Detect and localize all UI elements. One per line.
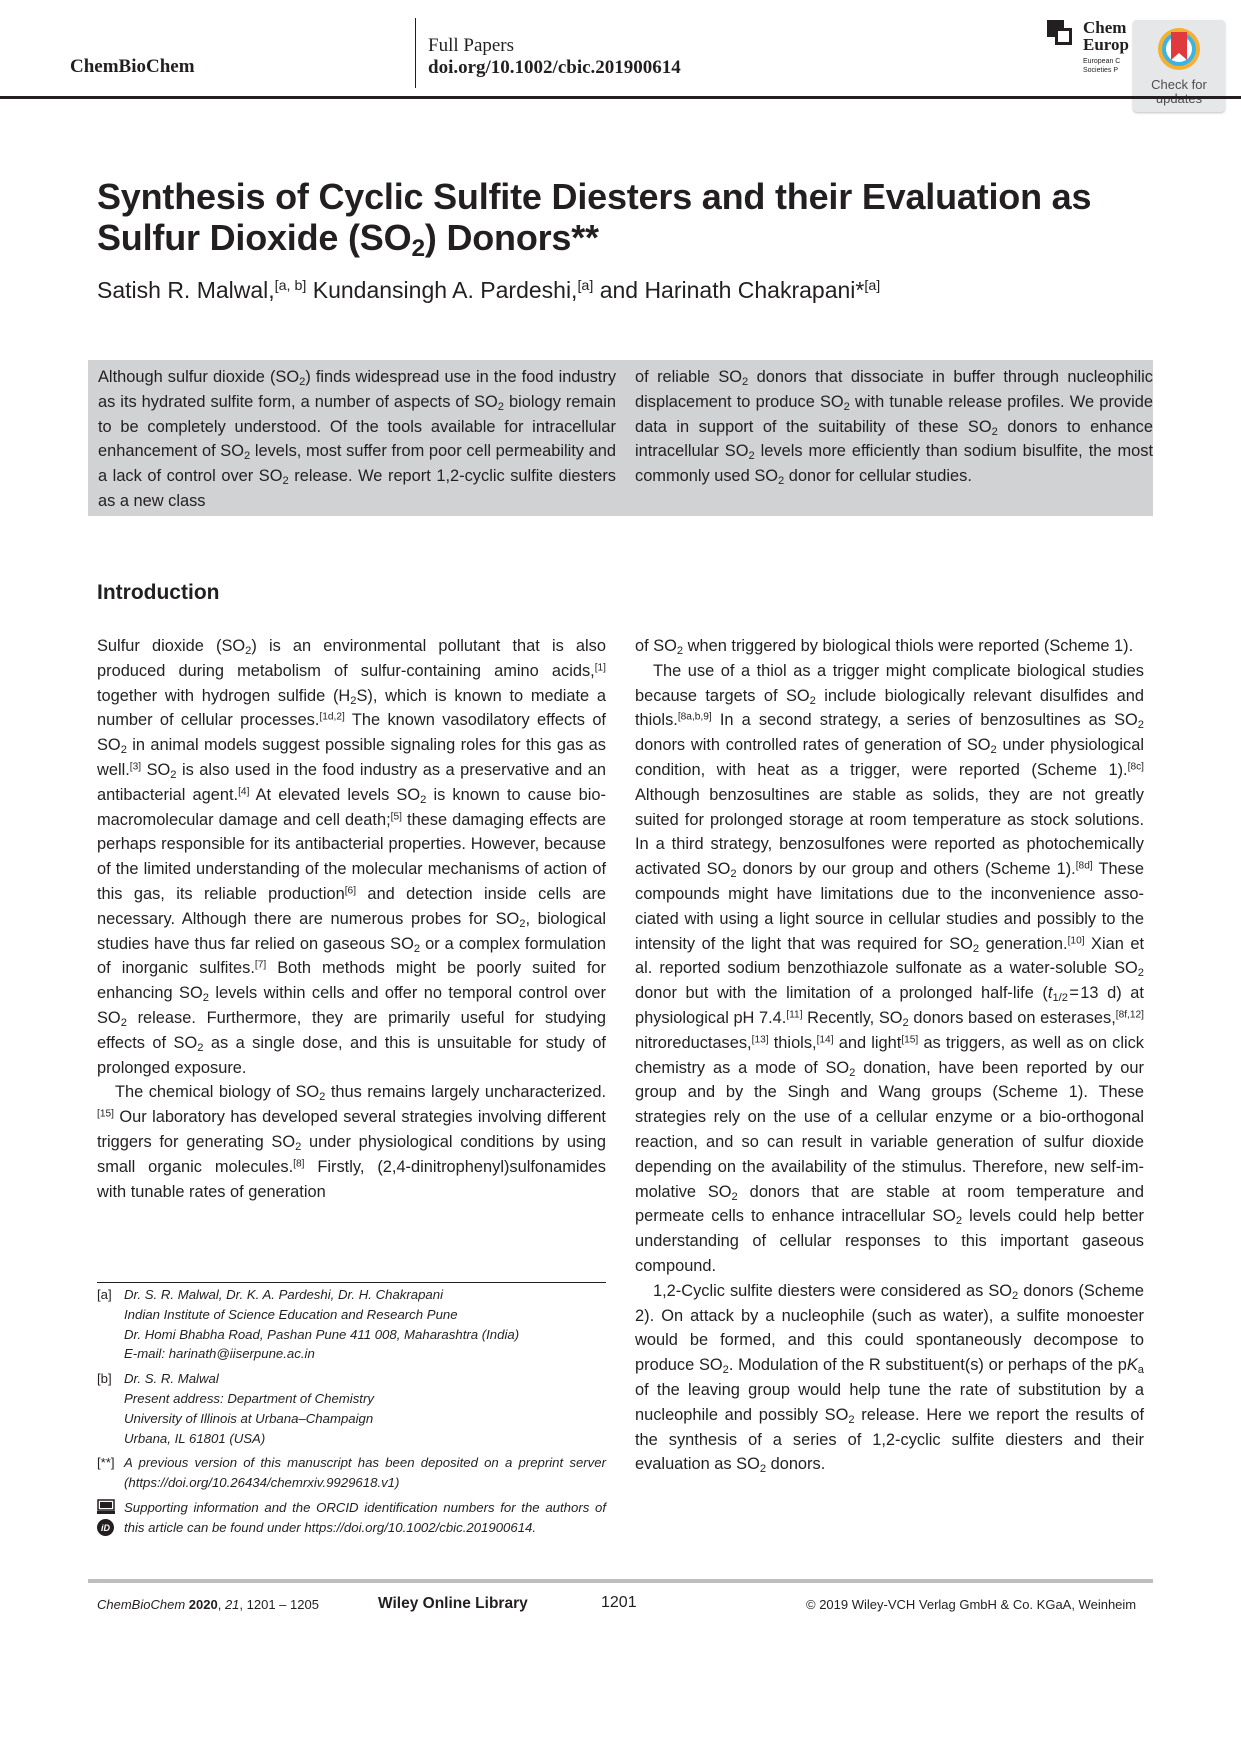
footnote-affiliation-a: [a] Dr. S. R. Malwal, Dr. K. A. Pardeshi, Dr. H. Chakrapani Indian Institute of Science Education and Research Pune Dr. Homi Bhabha Road, Pashan Pune 411 008, Maharashtra (India) E-mail: harinath@iiserpune.ac.in xyxy=(97,1285,606,1364)
header-divider xyxy=(415,18,416,88)
doi-link[interactable]: doi.org/10.1002/cbic.201900614 xyxy=(428,57,681,78)
paragraph: The chemical biology of $SO_2$ thus remains largely uncharacterized.[15] Our laboratory has developed several strategies involving different triggers for generating $SO_2$ under physiological conditions by using small organic molecules.[8] Firstly, (2,4-dinitrophenyl)sulfonamides with tunable rates of generation xyxy=(97,1083,606,1201)
body-column-left xyxy=(97,634,606,1204)
abstract-column-1: Although sulfur dioxide $(SO_2)$ finds widespread use in the food industry as its hydrated sulfite form, a number of aspects of $SO_2$ biology remain to be completely understood. Of the tools available for intracellular enhancement of $SO_2$ levels, most suffer from poor cell permeability and a lack of control over $SO_2$ release. We report 1,2-cyclic sulfite diesters as a new class xyxy=(98,368,617,510)
footnote-rule xyxy=(97,1282,606,1283)
svg-text:iD: iD xyxy=(101,1522,110,1533)
orcid-icon[interactable] xyxy=(97,1519,114,1536)
paragraph: 1,2-Cyclic sulfite diesters were considered as $SO_2$ donors (Scheme 2). On attack by a nucleophile (such as water), a sulfite monoester would be formed, and this could spontaneously decompose to produce $SO_2$. Modulation of the R substituent(s) or perhaps of the $pK_a$ of the leaving group would help tune the rate of substitution by a nucleophile and possibly $SO_2$ release. Here we report the results of the synthesis of a series of 1,2-cyclic sulfite diesters and their evaluation as $SO_2$ donors. xyxy=(635,1281,1145,1476)
footer-citation: ChemBioChem 2020, 21, 1201 – 1205 xyxy=(97,1597,319,1612)
author-2[interactable]: Kundansingh A. Pardeshi,[a] xyxy=(312,277,594,303)
logo-mark-outline-icon xyxy=(1055,28,1072,45)
header-rule xyxy=(0,96,1241,99)
footnote-preprint: [**] A previous version of this manuscript has been deposited on a preprint server (https://doi.org/10.26434/chemrxiv.9929618.v1) xyxy=(97,1455,606,1491)
paragraph: of $SO_2$ when triggered by biological thiols were reported (Scheme 1). xyxy=(635,637,1134,657)
abstract-box xyxy=(88,360,1153,516)
footnote-supporting-info: iD Supporting information and the ORCID identification numbers for the authors of this article can be found under https://doi.org/10.1002/cbic.201900614. xyxy=(97,1498,606,1538)
abstract-column-2: of reliable $SO_2$ donors that dissociate in buffer through nucleophilic displacement to produce $SO_2$ with tunable release profiles. We provide data in support of the suitability of these $SO_2$ donors to enhance intracellular $SO_2$ levels more efficiently than sodium bisulfite, the most commonly used $SO_2$ donor for cellular studies. xyxy=(635,368,1153,487)
computer-icon xyxy=(97,1499,115,1515)
section-heading-introduction: Introduction xyxy=(97,581,220,604)
page-number: 1201 xyxy=(601,1594,637,1611)
footnotes xyxy=(97,1285,606,1543)
author-email[interactable]: E-mail: harinath@iiserpune.ac.in xyxy=(124,1346,315,1362)
copyright-notice: © 2019 Wiley-VCH Verlag GmbH & Co. KGaA, Weinheim xyxy=(806,1597,1137,1612)
logo-text-line3: European C xyxy=(1083,58,1121,65)
paragraph: The use of a thiol as a trigger might complicate biological studies because targets of $SO_2$ include biologically relevant disulfides and thiols.[8a,b,9] In a second strategy, a series of benzosultines as $SO_2$ donors with controlled rates of generation of $SO_2$ under physiological condition, with heat as a trigger, were reported (Scheme 1).[8c] Although benzosultines are stable as solids, they are not greatly suited for prolonged storage at room temperature as stock solutions. In a third strategy, benzosulfones were reported as photochemically activated $SO_2$ donors by our group and others (Scheme 1).[8d] These compounds might have limitations due to the inconvenience associated with using a light source in cellular studies and possibly to the intensity of the light that was required for $SO_2$ generation.[10] Xian et al. reported sodium benzothiazole sulfonate as a water-soluble $SO_2$ donor but with the limitation of a prolonged half-life ($t_{1/2}$ = 13 d) at physiological pH 7.4.[11] Recently, $SO_2$ donors based on esterases,[8f,12] nitroreductases,[13] thiols,[14] and light[15] as triggers, as well as on click chemistry as a mode of $SO_2$ donation, have been reported by our group and by the Singh and Wang groups (Scheme 1). These strategies rely on the use of a cellular enzyme or a bio-orthogonal reaction, and so can result in variable generation of sulfur dioxide depending on the availability of the stimulus. Therefore, new self-immolative $SO_2$ donors that are stable at room temperature and permeate cells to enhance intracellular $SO_2$ levels could help better understanding of cellular responses to this important gaseous compound. xyxy=(635,661,1145,1275)
logo-text-line4: Societies P xyxy=(1083,67,1119,74)
footnote-affiliation-b: [b] Dr. S. R. Malwal Present address: Department of Chemistry University of Illinois at Urbana–Champaign Urbana, IL 61801 (USA) xyxy=(97,1371,374,1446)
paragraph: Sulfur dioxide $(SO_2)$ is an environmental pollutant that is also produced during metabolism of sulfur-containing amino acids,[1] together with hydrogen sulfide $(H_2S)$, which is known to mediate a number of cellular processes.[1d,2] The known vasodilatory effects of $SO_2$ in animal models suggest possible signaling roles for this gas as well.[3] $SO_2$ is also used in the food industry as a preservative and an antibacterial agent.[4] At elevated levels $SO_2$ is known to cause bio-macromolecular damage and cell death;[5] these damaging effects are perhaps responsible for its antibacterial properties. However, because of the limited understanding of the molecular mechanisms of action of this gas, its reliable production[6] and detection inside cells are necessary. Although there are numerous probes for $SO_2$, biological studies have thus far relied on gaseous $SO_2$ or a complex formulation of inorganic sulfites.[7] Both methods might be poorly suited for enhancing $SO_2$ levels within cells and offer no temporal control over $SO_2$ release. Furthermore, they are primarily useful for studying effects of $SO_2$ as a single dose, and this is unsuitable for study of prolonged exposure. xyxy=(97,637,607,1077)
check-updates-label: Check for xyxy=(1151,77,1207,92)
author-list xyxy=(97,277,880,304)
footer-rule xyxy=(88,1579,1153,1583)
author-1[interactable]: Satish R. Malwal,[a, b] xyxy=(97,277,307,303)
wiley-online-library-link[interactable]: Wiley Online Library xyxy=(378,1595,528,1612)
author-3[interactable]: and Harinath Chakrapani*[a] xyxy=(599,277,881,303)
body-column-right xyxy=(635,634,1144,1477)
logo-text-line2: Europ xyxy=(1083,35,1129,54)
journal-name: ChemBioChem xyxy=(70,56,195,77)
section-label: Full Papers xyxy=(428,35,515,56)
crossmark-icon xyxy=(1156,26,1202,76)
logo-text-line1: Chem xyxy=(1083,18,1127,37)
chemistry-europe-logo[interactable] xyxy=(1047,18,1135,78)
article-title: Synthesis of Cyclic Sulfite Diesters and their Evaluation as Sulfur Dioxide $(SO_2)$ Donors** xyxy=(97,176,1092,263)
